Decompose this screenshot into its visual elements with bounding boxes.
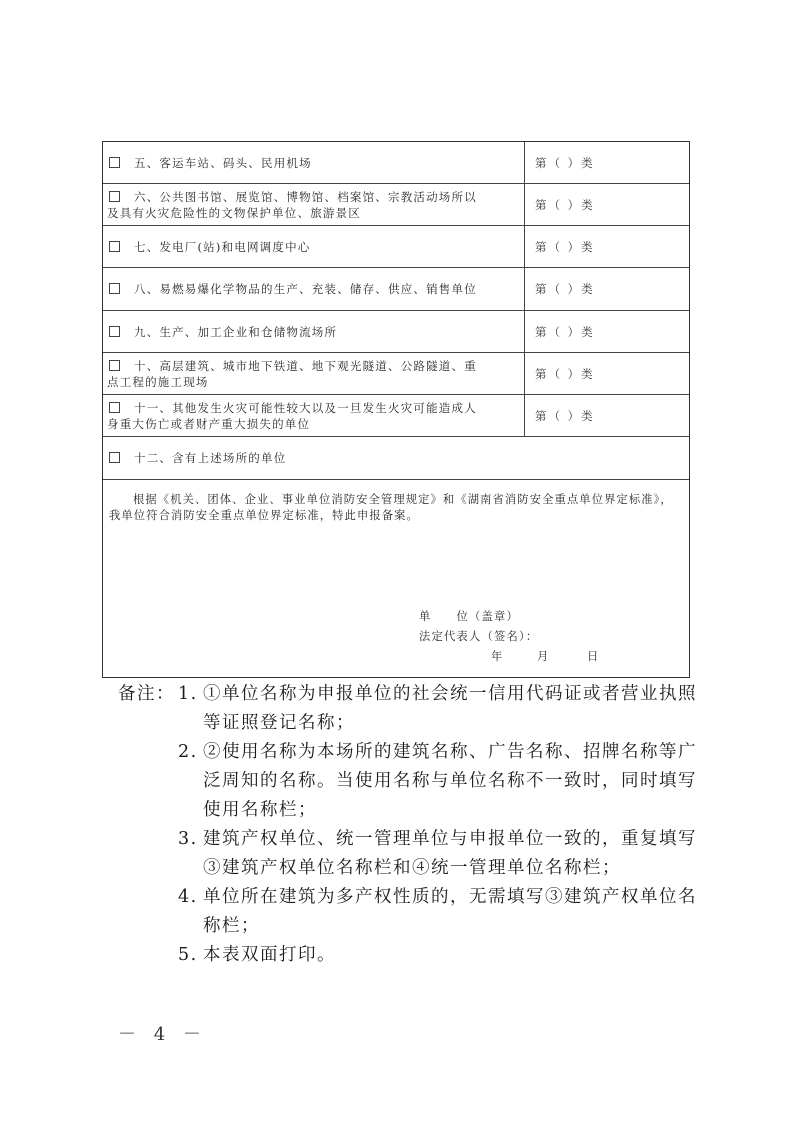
category-cell <box>525 311 689 352</box>
table-row <box>103 142 689 184</box>
item-8-label: 八、易燃易爆化学物品的生产、充装、储存、供应、销售单位 <box>134 282 477 296</box>
table-row <box>103 226 689 268</box>
date-year-label: 年 <box>491 650 504 663</box>
category-8: 第（ ）类 <box>535 282 595 296</box>
category-cell <box>525 395 689 436</box>
note-3-num: 3. <box>178 829 198 849</box>
category-5: 第（ ）类 <box>535 155 595 170</box>
category-cell <box>525 184 689 225</box>
item-cell <box>103 311 525 352</box>
date-day-label: 日 <box>587 650 600 663</box>
note-3-line-1: 建筑产权单位、统一管理单位与申报单位一致的，重复填写 <box>203 829 697 849</box>
table-row <box>103 268 689 311</box>
note-5-num: 5. <box>178 945 198 965</box>
category-11: 第（ ）类 <box>535 408 595 423</box>
item-cell <box>103 437 689 479</box>
category-cell <box>525 268 689 310</box>
table-row <box>103 395 689 437</box>
note-2-num: 2. <box>178 742 198 762</box>
item-12-label: 十二、含有上述场所的单位 <box>134 451 287 465</box>
item-11-label-line1: 十一、其他发生火灾可能性较大以及一旦发生火灾可能造成人 <box>134 400 477 415</box>
item-11-label-line2: 身重大伤亡或者财产重大损失的单位 <box>107 416 311 431</box>
item-cell <box>103 184 525 225</box>
item-10-label-line1: 十、高层建筑、城市地下铁道、地下观光隧道、公路隧道、重 <box>134 358 477 373</box>
item-cell <box>103 226 525 267</box>
legal-rep-signature-label: 法定代表人（签名）： <box>419 630 539 643</box>
checkbox-8[interactable] <box>109 283 120 294</box>
note-3-line-2: ③建筑产权单位名称栏和④统一管理单位名称栏； <box>203 858 621 878</box>
declaration-text: 根据《机关、团体、企业、事业单位消防安全管理规定》和《湖南省消防安全重点单位界定标准》，我单位符合消防安全重点单位界定标准，特此申报备案。 <box>109 493 673 522</box>
table-row <box>103 184 689 226</box>
item-10-label-line2: 点工程的施工现场 <box>107 374 209 389</box>
checkbox-11[interactable] <box>109 402 120 413</box>
checkbox-12[interactable] <box>109 452 120 463</box>
note-2-line-3: 使用名称栏； <box>203 800 317 820</box>
checkbox-9[interactable] <box>109 326 120 337</box>
item-cell <box>103 142 525 183</box>
checkbox-6[interactable] <box>109 191 120 202</box>
item-cell <box>103 268 525 310</box>
item-7-label: 七、发电厂(站)和电网调度中心 <box>134 239 311 254</box>
unit-seal-label: 单 位（盖章） <box>419 610 519 623</box>
checkbox-7[interactable] <box>109 241 120 252</box>
note-1-num: 1. <box>178 684 198 704</box>
page-number: － 4 － <box>118 1024 207 1045</box>
note-5-line-1: 本表双面打印。 <box>203 945 336 965</box>
table-row <box>103 437 689 480</box>
note-2-line-2: 泛周知的名称。当使用名称与单位名称不一致时，同时填写 <box>203 771 697 791</box>
item-6-label-line2: 及具有火灾危险性的文物保护单位、旅游景区 <box>107 205 361 220</box>
checkbox-10[interactable] <box>109 360 120 371</box>
category-9: 第（ ）类 <box>535 324 595 339</box>
declaration-cell <box>103 480 689 677</box>
unit-category-table <box>102 141 690 678</box>
item-9-label: 九、生产、加工企业和仓储物流场所 <box>134 324 338 339</box>
category-cell <box>525 353 689 394</box>
item-cell <box>103 395 525 436</box>
item-6-label-line1: 六、公共图书馆、展览馆、博物馆、档案馆、宗教活动场所以 <box>134 189 477 204</box>
notes-prefix: 备注： <box>118 684 175 704</box>
note-4-line-1: 单位所在建筑为多产权性质的，无需填写③建筑产权单位名 <box>203 887 697 907</box>
item-cell <box>103 353 525 394</box>
note-4-line-2: 称栏； <box>203 916 260 936</box>
table-row <box>103 353 689 395</box>
checkbox-5[interactable] <box>109 157 120 168</box>
item-5-label: 五、客运车站、码头、民用机场 <box>134 155 312 170</box>
note-1-line-1: ①单位名称为申报单位的社会统一信用代码证或者营业执照 <box>203 684 697 704</box>
category-7: 第（ ）类 <box>535 239 595 254</box>
category-cell <box>525 142 689 183</box>
note-2-line-1: ②使用名称为本场所的建筑名称、广告名称、招牌名称等广 <box>203 742 697 762</box>
date-month-label: 月 <box>537 650 550 663</box>
category-6: 第（ ）类 <box>535 197 595 212</box>
category-10: 第（ ）类 <box>535 366 595 381</box>
table-row <box>103 311 689 353</box>
note-4-num: 4. <box>178 887 198 907</box>
note-1-line-2: 等证照登记名称； <box>203 713 355 733</box>
category-cell <box>525 226 689 267</box>
